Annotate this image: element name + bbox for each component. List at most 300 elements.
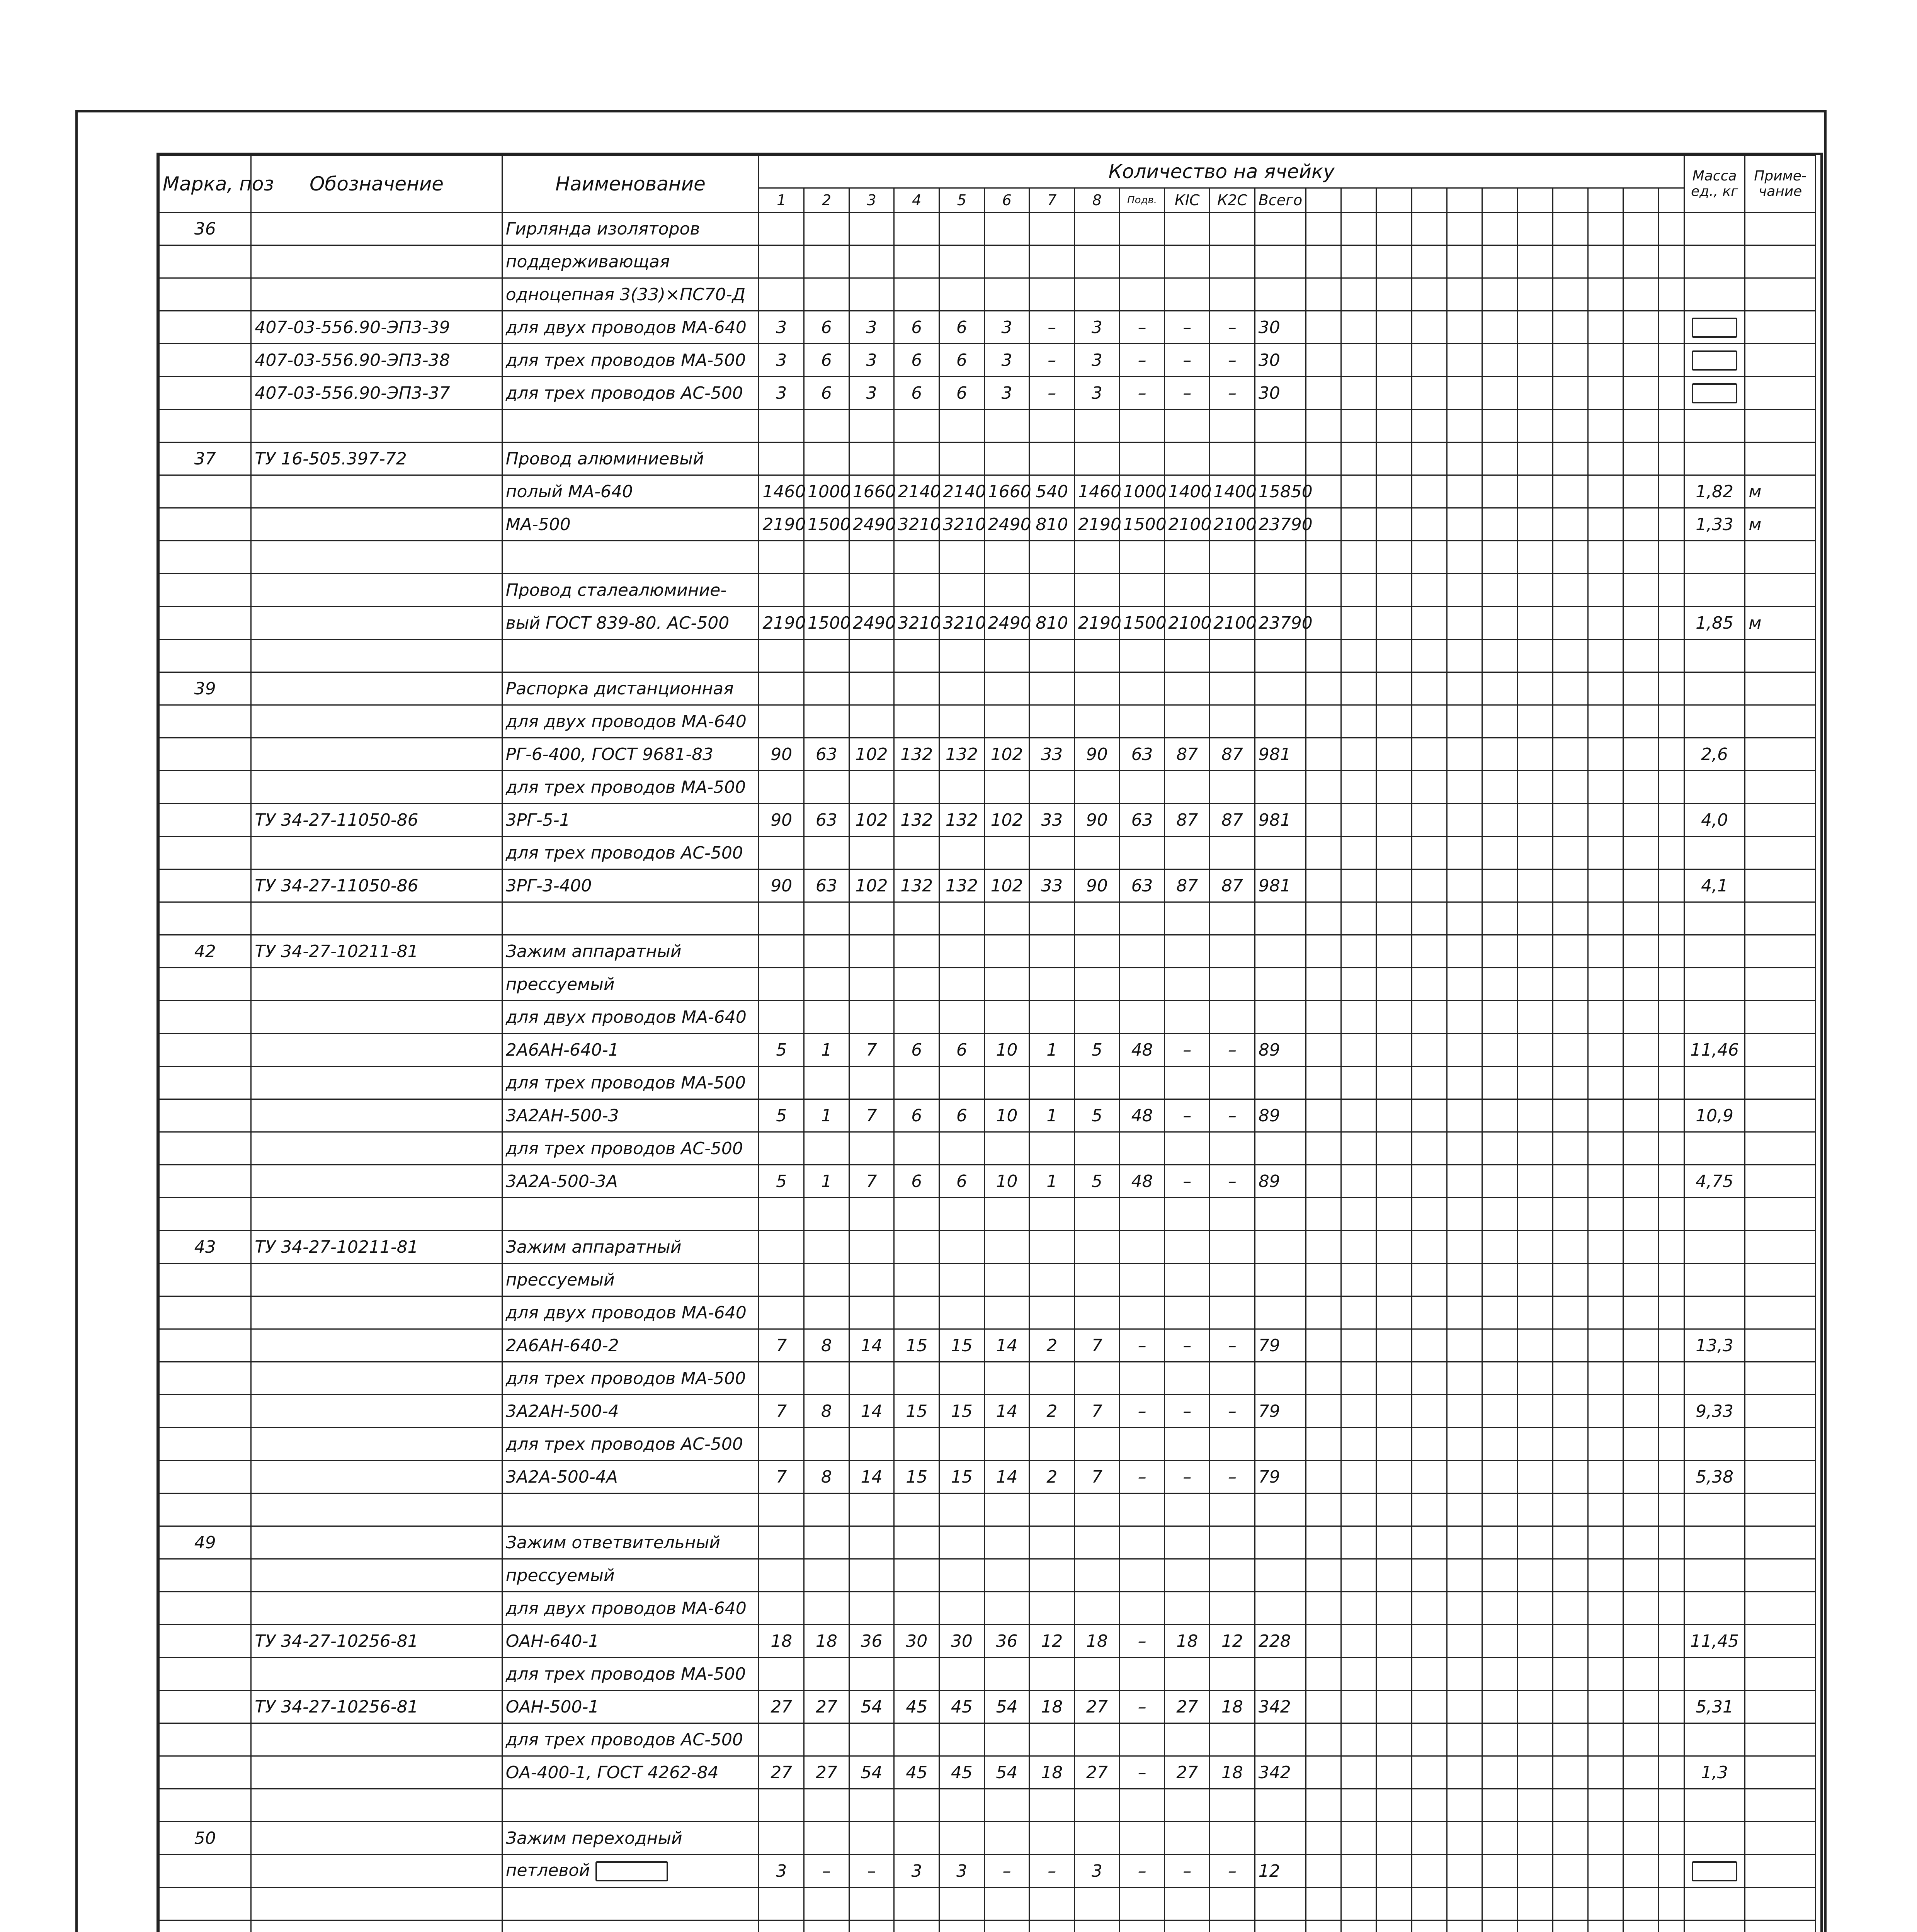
col-header-mass: Масса ед., кг: [1684, 155, 1745, 213]
qty-cell: 342: [1255, 1756, 1306, 1789]
qty-cell: 63: [1119, 738, 1165, 771]
qty-cell: 1000: [1119, 475, 1165, 508]
qty-cell: 7: [1075, 1395, 1120, 1428]
qty-cell: 3: [984, 344, 1029, 377]
mass-cell: 4,1: [1684, 869, 1745, 902]
qty-cell: 3: [939, 1855, 985, 1888]
qty-cell: 981: [1255, 804, 1306, 837]
qty-cell: –: [1210, 1165, 1255, 1198]
qty-cell: 87: [1210, 869, 1255, 902]
name-cell: Зажим переходный: [502, 1822, 759, 1855]
name-cell: для трех проводов АС-500: [502, 377, 759, 410]
cell-header-8: 8: [1075, 188, 1120, 213]
qty-cell: 27: [1165, 1756, 1210, 1789]
qty-cell: 6: [939, 377, 985, 410]
qty-cell: 54: [849, 1756, 894, 1789]
name-cell: 2А6АН-640-1: [502, 1034, 759, 1066]
name-cell: ОАН-640-1: [502, 1625, 759, 1658]
mass-cell: 11,45: [1684, 1625, 1745, 1658]
name-cell: для трех проводов АС-500: [502, 1723, 759, 1756]
qty-cell: 33: [1029, 738, 1075, 771]
qty-cell: 54: [849, 1690, 894, 1723]
mass-cell: 9,33: [1684, 1395, 1745, 1428]
name-cell: вый ГОСТ 839-80. АС-500: [502, 607, 759, 639]
qty-cell: 14: [849, 1395, 894, 1428]
qty-cell: 5: [1075, 1099, 1120, 1132]
mass-cell: 5,38: [1684, 1461, 1745, 1493]
designation-cell: 407-03-556.90-ЭП3-38: [251, 344, 502, 377]
name-cell: для двух проводов МА-640: [502, 1001, 759, 1034]
col-header-note: Приме- чание: [1745, 155, 1816, 213]
qty-cell: 132: [894, 869, 939, 902]
name-cell: для двух проводов МА-640: [502, 705, 759, 738]
mass-cell: 10,9: [1684, 1099, 1745, 1132]
qty-cell: 10: [984, 1165, 1029, 1198]
qty-cell: 14: [984, 1329, 1029, 1362]
mass-cell: 5,31: [1684, 1690, 1745, 1723]
qty-cell: 18: [804, 1625, 849, 1658]
note-cell: м: [1745, 607, 1816, 639]
designation-cell: ТУ 16-505.397-72: [251, 442, 502, 475]
qty-cell: 87: [1165, 804, 1210, 837]
qty-cell: 27: [759, 1756, 804, 1789]
qty-cell: 3: [1075, 1855, 1120, 1888]
pos-cell: 50: [159, 1822, 251, 1855]
designation-cell: ТУ 34-27-11050-86: [251, 869, 502, 902]
qty-cell: 15: [894, 1329, 939, 1362]
qty-cell: 2190: [759, 607, 804, 639]
cell-header-7: 7: [1029, 188, 1075, 213]
mass-cell: 4,75: [1684, 1165, 1745, 1198]
qty-cell: –: [1210, 344, 1255, 377]
qty-cell: –: [1210, 1461, 1255, 1493]
name-cell: для двух проводов МА-640: [502, 1592, 759, 1625]
qty-cell: 23790: [1255, 607, 1306, 639]
qty-cell: 18: [1210, 1690, 1255, 1723]
qty-cell: 33: [1029, 869, 1075, 902]
qty-cell: 2190: [759, 508, 804, 541]
qty-cell: 7: [1075, 1329, 1120, 1362]
qty-cell: 2140: [894, 475, 939, 508]
qty-cell: –: [1029, 1855, 1075, 1888]
name-cell: поддерживающая: [502, 245, 759, 278]
qty-cell: 10: [984, 1099, 1029, 1132]
qty-cell: 132: [894, 738, 939, 771]
qty-cell: 2: [1029, 1329, 1075, 1362]
qty-cell: 2100: [1165, 508, 1210, 541]
qty-cell: 14: [849, 1329, 894, 1362]
qty-cell: 6: [804, 377, 849, 410]
qty-cell: 5: [1075, 1034, 1120, 1066]
mass-cell: 1,82: [1684, 475, 1745, 508]
cell-header-2: 2: [804, 188, 849, 213]
col-header-pos: Марка, поз: [159, 155, 251, 213]
name-cell: прессуемый: [502, 1264, 759, 1296]
qty-cell: 63: [1119, 804, 1165, 837]
qty-cell: 18: [1029, 1756, 1075, 1789]
mass-cell: 11,46: [1684, 1034, 1745, 1066]
col-header-designation: Обозначение: [251, 155, 502, 213]
qty-cell: 15: [894, 1461, 939, 1493]
qty-cell: 48: [1119, 1099, 1165, 1132]
qty-cell: 87: [1165, 738, 1210, 771]
qty-cell: 27: [1075, 1756, 1120, 1789]
cell-header-5: 5: [939, 188, 985, 213]
qty-cell: 79: [1255, 1395, 1306, 1428]
qty-cell: –: [984, 1855, 1029, 1888]
name-cell: для трех проводов АС-500: [502, 837, 759, 869]
qty-cell: 90: [1075, 869, 1120, 902]
qty-cell: –: [1029, 344, 1075, 377]
qty-cell: 102: [984, 804, 1029, 837]
qty-cell: –: [1210, 377, 1255, 410]
qty-cell: 1: [804, 1165, 849, 1198]
qty-cell: 27: [1075, 1690, 1120, 1723]
qty-cell: 228: [1255, 1625, 1306, 1658]
note-cell: м: [1745, 475, 1816, 508]
mass-cell: 4,0: [1684, 804, 1745, 837]
qty-cell: 54: [984, 1690, 1029, 1723]
qty-cell: 63: [804, 738, 849, 771]
name-cell: Гирлянда изоляторов: [502, 213, 759, 245]
name-cell: прессуемый: [502, 1559, 759, 1592]
qty-cell: –: [1029, 377, 1075, 410]
qty-cell: –: [1165, 311, 1210, 344]
qty-cell: 18: [1165, 1625, 1210, 1658]
qty-cell: 1: [1029, 1099, 1075, 1132]
qty-cell: 27: [759, 1690, 804, 1723]
qty-cell: 1500: [804, 508, 849, 541]
qty-cell: 79: [1255, 1329, 1306, 1362]
qty-cell: 63: [804, 869, 849, 902]
qty-cell: 30: [1255, 344, 1306, 377]
qty-cell: 89: [1255, 1034, 1306, 1066]
pos-cell: 49: [159, 1526, 251, 1559]
qty-cell: 27: [804, 1756, 849, 1789]
qty-cell: 7: [849, 1099, 894, 1132]
name-cell: 3А2А-500-4А: [502, 1461, 759, 1493]
qty-cell: 18: [1029, 1690, 1075, 1723]
qty-cell: 3: [849, 377, 894, 410]
qty-cell: 810: [1029, 508, 1075, 541]
qty-cell: 12: [1255, 1855, 1306, 1888]
qty-cell: 63: [804, 804, 849, 837]
qty-cell: 7: [759, 1395, 804, 1428]
qty-cell: 102: [984, 738, 1029, 771]
qty-cell: 810: [1029, 607, 1075, 639]
qty-cell: 3210: [939, 607, 985, 639]
qty-cell: 132: [894, 804, 939, 837]
qty-cell: 3: [1075, 311, 1120, 344]
qty-cell: 6: [939, 344, 985, 377]
qty-cell: 3: [759, 344, 804, 377]
pos-cell: 43: [159, 1231, 251, 1264]
pos-cell: 36: [159, 213, 251, 245]
cell-header-3: 3: [849, 188, 894, 213]
qty-cell: –: [1165, 344, 1210, 377]
cell-header-10: КІС: [1165, 188, 1210, 213]
qty-cell: 18: [759, 1625, 804, 1658]
qty-cell: 90: [759, 869, 804, 902]
qty-cell: 3: [894, 1855, 939, 1888]
qty-cell: 2190: [1075, 607, 1120, 639]
pos-cell: 39: [159, 672, 251, 705]
qty-cell: 102: [984, 869, 1029, 902]
qty-cell: 6: [804, 344, 849, 377]
cell-header-1: 1: [759, 188, 804, 213]
qty-cell: –: [804, 1855, 849, 1888]
qty-cell: 102: [849, 804, 894, 837]
note-cell: м: [1745, 508, 1816, 541]
name-cell: 3РГ-5-1: [502, 804, 759, 837]
qty-cell: 48: [1119, 1034, 1165, 1066]
qty-cell: –: [1119, 377, 1165, 410]
qty-cell: –: [1210, 311, 1255, 344]
qty-cell: 2490: [849, 508, 894, 541]
mass-cell: 1,3: [1684, 1756, 1745, 1789]
qty-cell: –: [1119, 1329, 1165, 1362]
qty-cell: 3: [849, 344, 894, 377]
qty-cell: 6: [939, 1099, 985, 1132]
name-cell: для трех проводов АС-500: [502, 1428, 759, 1461]
qty-cell: –: [1165, 1034, 1210, 1066]
name-cell: РГ-6-400, ГОСТ 9681-83: [502, 738, 759, 771]
qty-cell: 8: [804, 1395, 849, 1428]
name-cell: полый МА-640: [502, 475, 759, 508]
qty-cell: 7: [759, 1461, 804, 1493]
qty-cell: –: [1119, 1855, 1165, 1888]
qty-cell: 5: [1075, 1165, 1120, 1198]
qty-cell: 18: [1210, 1756, 1255, 1789]
qty-cell: 342: [1255, 1690, 1306, 1723]
qty-cell: 23790: [1255, 508, 1306, 541]
qty-cell: –: [1165, 1395, 1210, 1428]
qty-cell: 36: [984, 1625, 1029, 1658]
qty-cell: 27: [1165, 1690, 1210, 1723]
name-cell: Зажим аппаратный: [502, 1231, 759, 1264]
name-cell: ОАН-500-1: [502, 1690, 759, 1723]
qty-cell: 7: [759, 1329, 804, 1362]
cell-header-9: Подв.: [1119, 188, 1165, 213]
cell-header-12: Всего: [1255, 188, 1306, 213]
qty-cell: 54: [984, 1756, 1029, 1789]
qty-cell: 7: [1075, 1461, 1120, 1493]
qty-cell: 3: [1075, 344, 1120, 377]
qty-cell: 3: [984, 377, 1029, 410]
qty-cell: –: [1165, 1099, 1210, 1132]
name-cell: для трех проводов МА-500: [502, 771, 759, 804]
qty-cell: 1500: [804, 607, 849, 639]
col-header-quantity: Количество на ячейку: [759, 155, 1684, 188]
qty-cell: 3210: [894, 508, 939, 541]
qty-cell: –: [1029, 311, 1075, 344]
qty-cell: 36: [849, 1625, 894, 1658]
qty-cell: 2100: [1210, 508, 1255, 541]
designation-cell: ТУ 34-27-10256-81: [251, 1690, 502, 1723]
qty-cell: 2140: [939, 475, 985, 508]
cell-header-4: 4: [894, 188, 939, 213]
name-cell: 3А2АН-500-3: [502, 1099, 759, 1132]
qty-cell: –: [1210, 1855, 1255, 1888]
name-cell: 3РГ-3-400: [502, 869, 759, 902]
name-cell: для трех проводов МА-500: [502, 1658, 759, 1690]
qty-cell: 90: [1075, 738, 1120, 771]
qty-cell: 27: [804, 1690, 849, 1723]
qty-cell: –: [1210, 1034, 1255, 1066]
qty-cell: 89: [1255, 1165, 1306, 1198]
qty-cell: 8: [804, 1461, 849, 1493]
mass-cell: 1,33: [1684, 508, 1745, 541]
qty-cell: 1460: [759, 475, 804, 508]
name-cell: для трех проводов МА-500: [502, 1362, 759, 1395]
mass-cell: 1,85: [1684, 607, 1745, 639]
qty-cell: 89: [1255, 1099, 1306, 1132]
qty-cell: 90: [759, 738, 804, 771]
qty-cell: 1: [804, 1034, 849, 1066]
qty-cell: –: [1119, 1625, 1165, 1658]
name-cell: 3А2АН-500-4: [502, 1395, 759, 1428]
qty-cell: 6: [939, 311, 985, 344]
qty-cell: 1400: [1210, 475, 1255, 508]
qty-cell: 15850: [1255, 475, 1306, 508]
mass-cell: 13,3: [1684, 1329, 1745, 1362]
qty-cell: 6: [894, 311, 939, 344]
qty-cell: 1400: [1165, 475, 1210, 508]
name-cell: для трех проводов МА-500: [502, 1066, 759, 1099]
qty-cell: 14: [849, 1461, 894, 1493]
designation-cell: ТУ 34-27-11050-86: [251, 804, 502, 837]
qty-cell: 132: [939, 869, 985, 902]
name-cell: Зажим аппаратный: [502, 935, 759, 968]
cell-header-11: К2С: [1210, 188, 1255, 213]
designation-cell: ТУ 34-27-10211-81: [251, 935, 502, 968]
qty-cell: 6: [939, 1165, 985, 1198]
name-cell: одноцепная 3(33)×ПС70-Д: [502, 278, 759, 311]
qty-cell: 2100: [1210, 607, 1255, 639]
name-cell: для трех проводов МА-500: [502, 344, 759, 377]
qty-cell: 15: [939, 1329, 985, 1362]
qty-cell: 1: [1029, 1034, 1075, 1066]
designation-cell: ТУ 34-27-10211-81: [251, 1231, 502, 1264]
qty-cell: 30: [939, 1625, 985, 1658]
qty-cell: 79: [1255, 1461, 1306, 1493]
qty-cell: –: [1165, 1855, 1210, 1888]
qty-cell: 132: [939, 804, 985, 837]
qty-cell: 63: [1119, 869, 1165, 902]
qty-cell: 87: [1165, 869, 1210, 902]
qty-cell: 30: [1255, 311, 1306, 344]
qty-cell: 6: [804, 311, 849, 344]
qty-cell: 2: [1029, 1461, 1075, 1493]
name-cell: 2А6АН-640-2: [502, 1329, 759, 1362]
mass-cell: 2,6: [1684, 738, 1745, 771]
designation-cell: 407-03-556.90-ЭП3-37: [251, 377, 502, 410]
name-cell: для двух проводов МА-640: [502, 1296, 759, 1329]
qty-cell: 6: [894, 377, 939, 410]
qty-cell: 45: [894, 1690, 939, 1723]
designation-cell: ТУ 34-27-10256-81: [251, 1625, 502, 1658]
qty-cell: 1: [1029, 1165, 1075, 1198]
qty-cell: 6: [894, 344, 939, 377]
qty-cell: –: [849, 1855, 894, 1888]
qty-cell: 1460: [1075, 475, 1120, 508]
qty-cell: 981: [1255, 869, 1306, 902]
qty-cell: 87: [1210, 738, 1255, 771]
name-cell: для двух проводов МА-640: [502, 311, 759, 344]
designation-cell: 407-03-556.90-ЭП3-39: [251, 311, 502, 344]
qty-cell: 7: [849, 1034, 894, 1066]
qty-cell: –: [1165, 377, 1210, 410]
qty-cell: 1660: [984, 475, 1029, 508]
qty-cell: 33: [1029, 804, 1075, 837]
name-cell: Провод алюминиевый: [502, 442, 759, 475]
qty-cell: 8: [804, 1329, 849, 1362]
qty-cell: –: [1119, 1461, 1165, 1493]
qty-cell: 48: [1119, 1165, 1165, 1198]
qty-cell: 2100: [1165, 607, 1210, 639]
qty-cell: 2: [1029, 1395, 1075, 1428]
qty-cell: 2490: [984, 607, 1029, 639]
qty-cell: –: [1210, 1099, 1255, 1132]
qty-cell: –: [1119, 1690, 1165, 1723]
qty-cell: 102: [849, 738, 894, 771]
qty-cell: 5: [759, 1099, 804, 1132]
qty-cell: 45: [939, 1756, 985, 1789]
qty-cell: 3: [759, 377, 804, 410]
qty-cell: –: [1165, 1461, 1210, 1493]
col-header-name: Наименование: [502, 155, 759, 213]
qty-cell: 87: [1210, 804, 1255, 837]
qty-cell: 45: [939, 1690, 985, 1723]
qty-cell: 2490: [984, 508, 1029, 541]
qty-cell: 1500: [1119, 508, 1165, 541]
qty-cell: 14: [984, 1461, 1029, 1493]
qty-cell: 1500: [1119, 607, 1165, 639]
qty-cell: 981: [1255, 738, 1306, 771]
qty-cell: 15: [939, 1395, 985, 1428]
qty-cell: 12: [1210, 1625, 1255, 1658]
name-cell: для трех проводов АС-500: [502, 1132, 759, 1165]
name-cell: Распорка дистанционная: [502, 672, 759, 705]
qty-cell: –: [1119, 311, 1165, 344]
qty-cell: 6: [894, 1034, 939, 1066]
qty-cell: 18: [1075, 1625, 1120, 1658]
qty-cell: 45: [894, 1756, 939, 1789]
pos-cell: 37: [159, 442, 251, 475]
qty-cell: 6: [939, 1034, 985, 1066]
name-cell: прессуемый: [502, 968, 759, 1001]
qty-cell: 540: [1029, 475, 1075, 508]
qty-cell: 12: [1029, 1625, 1075, 1658]
qty-cell: –: [1165, 1329, 1210, 1362]
qty-cell: 3: [759, 311, 804, 344]
qty-cell: 14: [984, 1395, 1029, 1428]
qty-cell: 10: [984, 1034, 1029, 1066]
name-cell: Зажим ответвительный: [502, 1526, 759, 1559]
qty-cell: 3: [984, 311, 1029, 344]
qty-cell: 6: [894, 1165, 939, 1198]
name-cell: 3А2А-500-3А: [502, 1165, 759, 1198]
qty-cell: 5: [759, 1165, 804, 1198]
qty-cell: –: [1119, 1756, 1165, 1789]
qty-cell: 3210: [939, 508, 985, 541]
pos-cell: 42: [159, 935, 251, 968]
qty-cell: 3: [1075, 377, 1120, 410]
qty-cell: 7: [849, 1165, 894, 1198]
name-cell: Провод сталеалюминие-: [502, 574, 759, 607]
qty-cell: –: [1119, 344, 1165, 377]
cell-header-6: 6: [984, 188, 1029, 213]
